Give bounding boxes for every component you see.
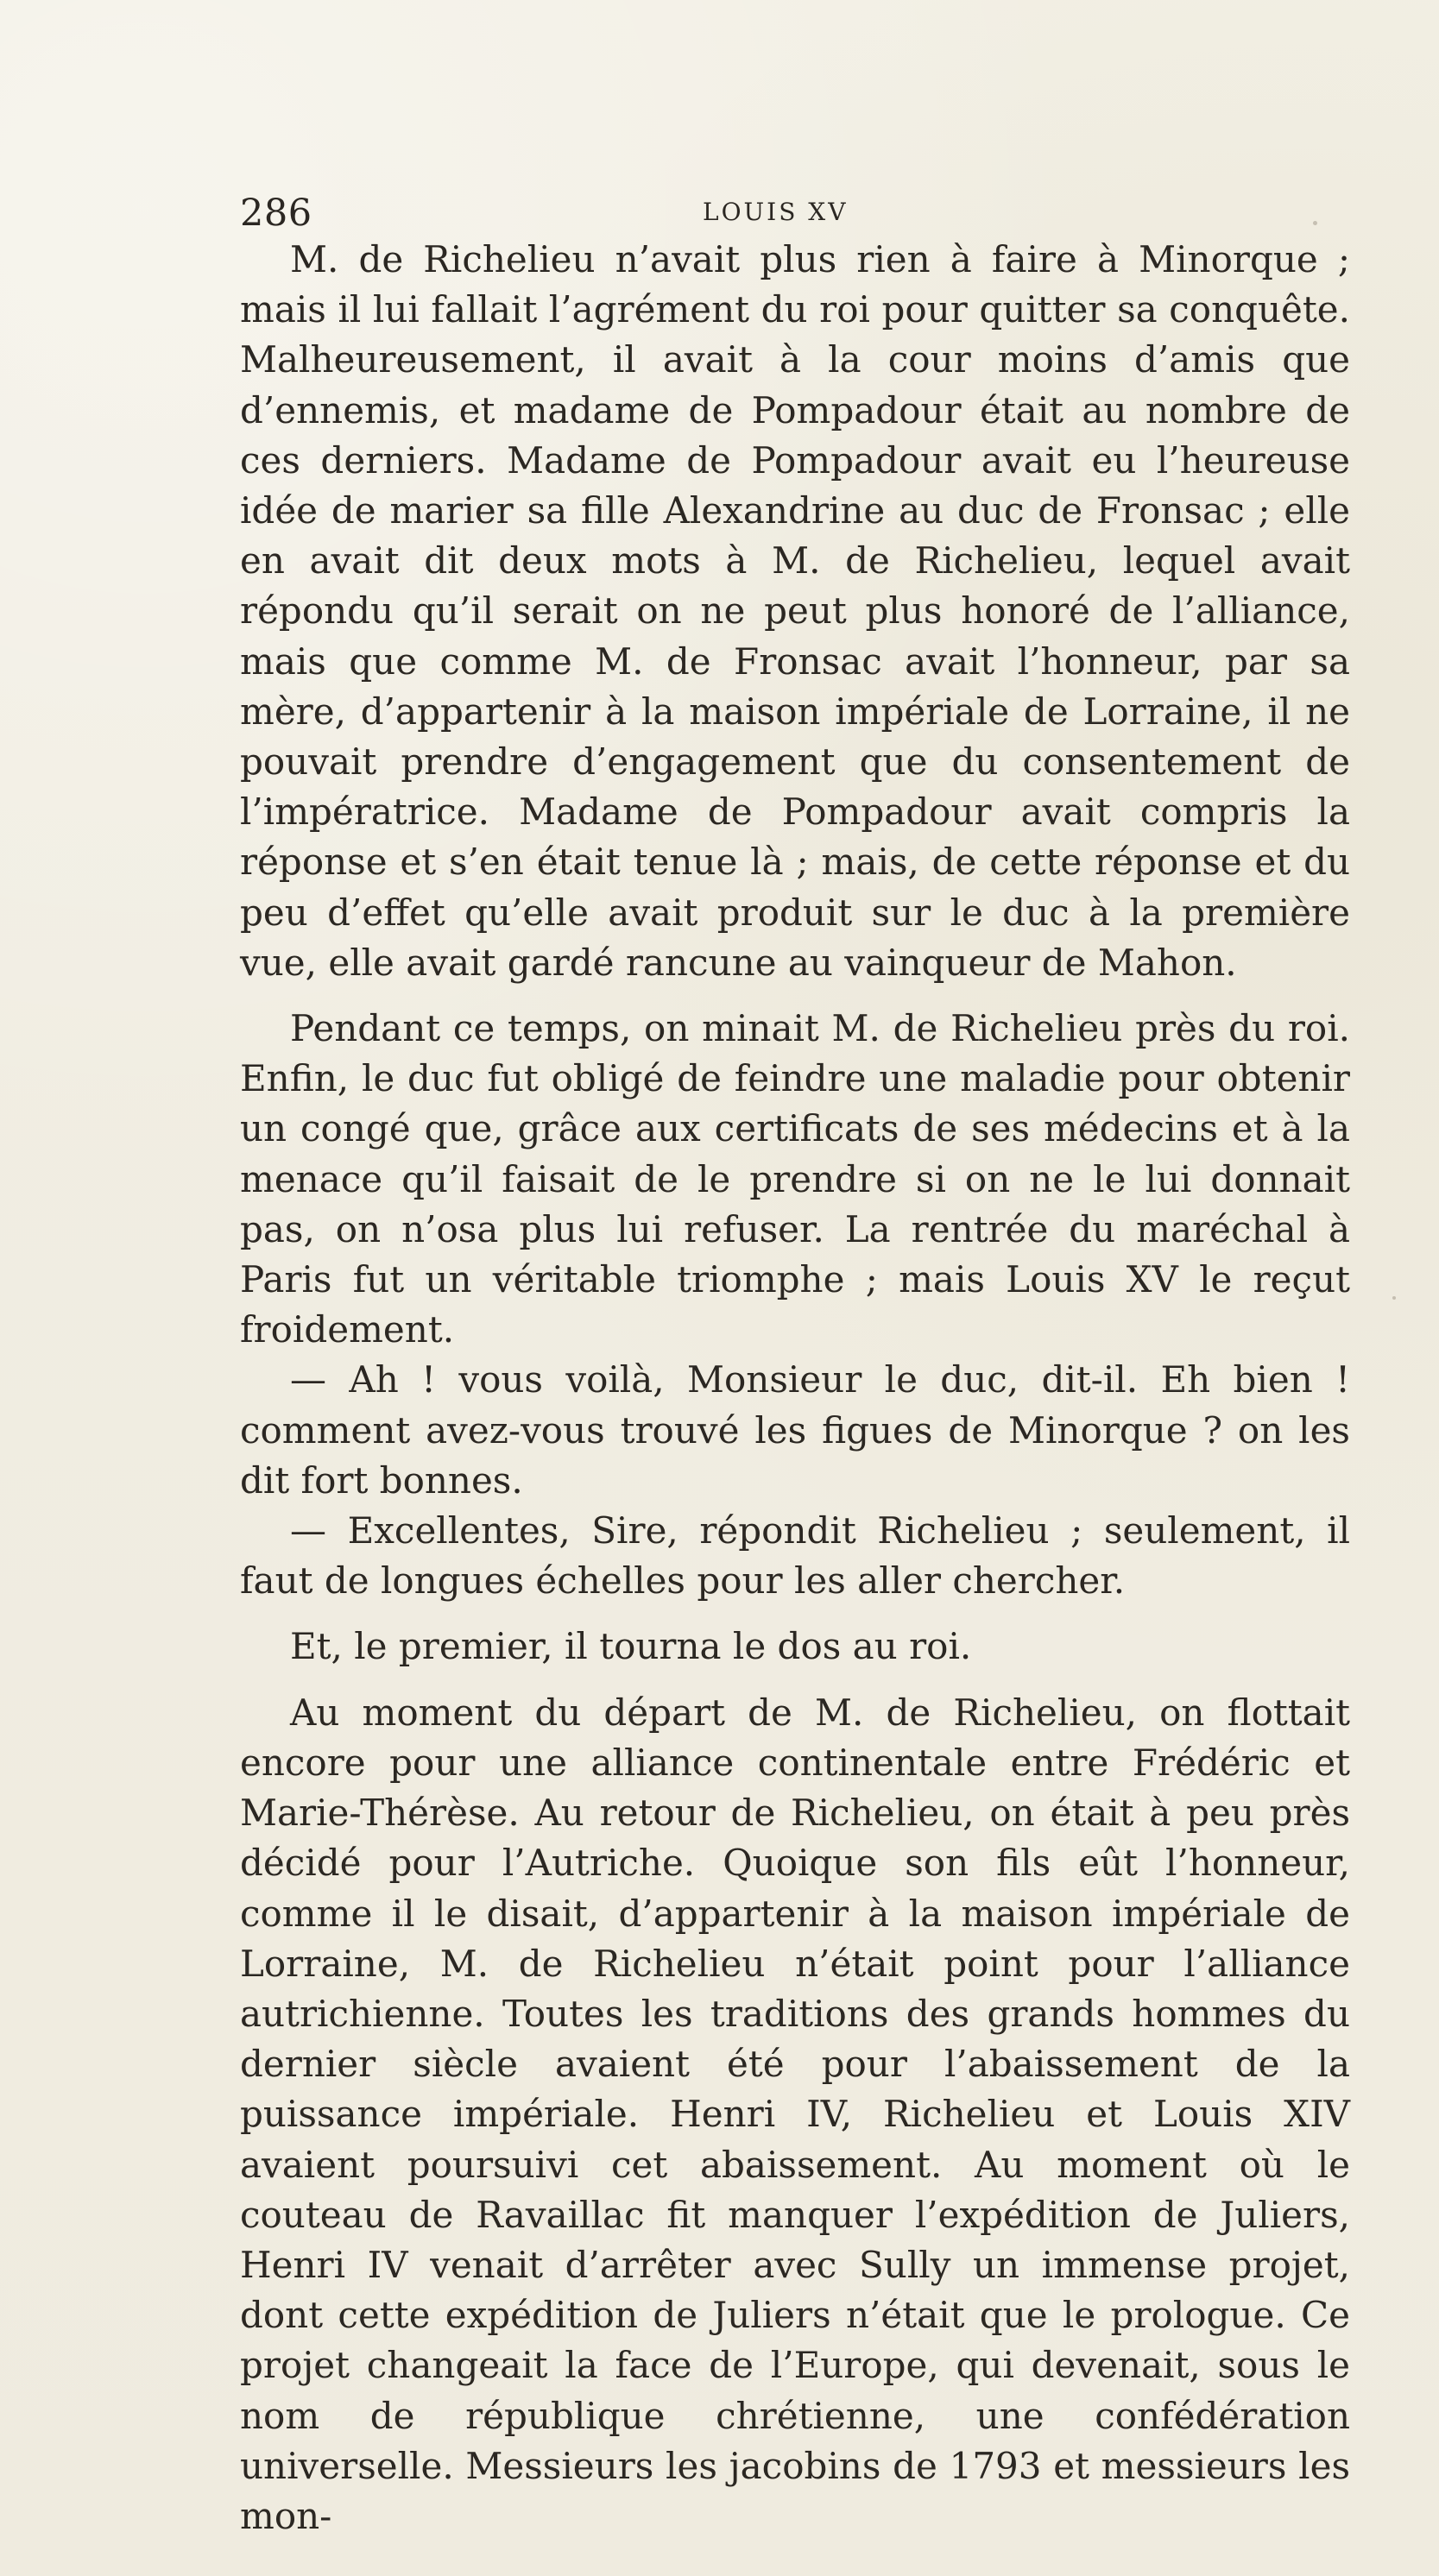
paper-speck bbox=[1313, 221, 1317, 225]
main-text bbox=[240, 235, 1350, 2541]
page-number: 286 bbox=[240, 192, 312, 235]
running-head: LOUIS XV bbox=[703, 198, 849, 226]
paper-speck bbox=[1392, 1296, 1396, 1300]
paragraph-2: Pendant ce temps, on minait M. de Richelieu près du roi. Enfin, le duc fut obligé de feindre une maladie pour obtenir un congé que, grâce aux certificats de ses médecins et à la menace qu’il faisait de le prendre si on ne le lui donnait pas, on n’osa plus lui refuser. La rentrée du maréchal à Paris fut un véritable triomphe ; mais Louis XV le reçut froidement. bbox=[240, 1007, 1350, 1351]
page-header bbox=[240, 192, 1345, 235]
paragraph-6: Au moment du départ de M. de Richelieu, on flottait encore pour une alliance continentale entre Frédéric et Marie-Thérèse. Au retour de Richelieu, on était à peu près décidé pour l’Autriche. Quoique son fils eût l’honneur, comme il le disait, d’appartenir à la maison impériale de Lorraine, M. de Richelieu n’était point pour l’alliance autrichienne. Toutes les traditions des grands hommes du dernier siècle avaient été pour l’abaissement de la puissance impériale. Henri IV, Richelieu et Louis XIV avaient poursuivi cet abaissement. Au moment où le couteau de Ravaillac fit manquer l’expédition de Juliers, Henri IV venait d’arrêter avec Sully un immense projet, dont cette expédition de Juliers n’était que le prologue. Ce projet changeait la face de l’Europe, qui devenait, sous le nom de république chrétienne, une confédération universelle. Messieurs les jacobins de 1793 et messieurs les mon- bbox=[240, 1691, 1350, 2537]
paragraph-3: — Ah ! vous voilà, Monsieur le duc, dit-il. Eh bien ! comment avez-vous trouvé les figues de Minorque ? on les dit fort bonnes. bbox=[240, 1358, 1350, 1502]
paragraph-1: M. de Richelieu n’avait plus rien à faire à Minorque ; mais il lui fallait l’agrément du roi pour quitter sa conquête. Malheureusement, il avait à la cour moins d’amis que d’ennemis, et madame de Pompadour était au nombre de ces derniers. Madame de Pompadour avait eu l’heureuse idée de marier sa fille Alexandrine au duc de Fronsac ; elle en avait dit deux mots à M. de Richelieu, lequel avait répondu qu’il serait on ne peut plus honoré de l’alliance, mais que comme M. de Fronsac avait l’honneur, par sa mère, d’appartenir à la maison impériale de Lorraine, il ne pouvait prendre d’engagement que du consentement de l’impératrice. Madame de Pompadour avait compris la réponse et s’en était tenue là ; mais, de cette réponse et du peu d’effet qu’elle avait produit sur le duc à la première vue, elle avait gardé rancune au vainqueur de Mahon. bbox=[240, 238, 1350, 984]
paragraph-4: — Excellentes, Sire, répondit Richelieu ; seulement, il faut de longues échelles pour les aller chercher. bbox=[240, 1509, 1350, 1603]
paragraph-5: Et, le premier, il tourna le dos au roi. bbox=[290, 1625, 972, 1668]
paper-speck bbox=[668, 2363, 671, 2365]
